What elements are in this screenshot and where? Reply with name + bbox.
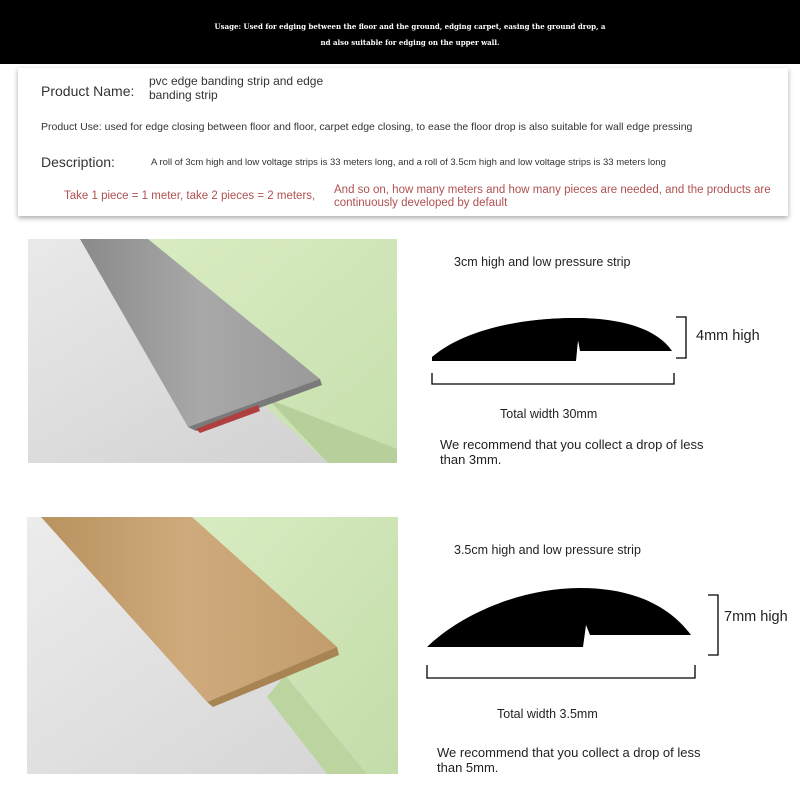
profile-1-height: 4mm high: [696, 328, 760, 344]
profile-diagram-1: [420, 245, 790, 475]
gray-strip-photo: [28, 239, 397, 463]
profile-2-shape: [420, 575, 800, 735]
tan-strip-photo: [27, 517, 398, 774]
profile-diagram-2: [420, 535, 800, 785]
product-name-value: pvc edge banding strip and edge banding strip: [149, 74, 324, 102]
usage-line-2: nd also suitable for edging on the upper wall.: [320, 38, 500, 47]
product-name-label: Product Name:: [41, 83, 135, 99]
usage-banner: [0, 0, 800, 64]
product-use-text: Product Use: used for edge closing between floor and floor, carpet edge closing, to ease the floor drop is also suitable for wall edge pressing: [41, 121, 693, 133]
profile-2-width: Total width 3.5mm: [497, 707, 598, 721]
usage-line-1: Usage: Used for edging between the floor and the ground, edging carpet, easing the ground drop, a: [214, 22, 606, 31]
profile-1-title: 3cm high and low pressure strip: [454, 255, 631, 269]
profile-2-recommend: We recommend that you collect a drop of less than 5mm.: [437, 745, 701, 775]
profile-1-shape: [420, 295, 790, 445]
profile-2-title: 3.5cm high and low pressure strip: [454, 543, 641, 557]
description-label: Description:: [41, 154, 115, 170]
gray-strip-illustration: [28, 239, 397, 463]
description-value: A roll of 3cm high and low voltage strips is 33 meters long, and a roll of 3.5cm high and low voltage strips is 33 meters long: [151, 157, 666, 168]
tan-strip-illustration: [27, 517, 398, 774]
profile-2-height: 7mm high: [724, 609, 788, 625]
take-pieces-note: Take 1 piece = 1 meter, take 2 pieces = 2 meters,: [64, 190, 316, 202]
profile-1-recommend: We recommend that you collect a drop of less than 3mm.: [440, 437, 704, 467]
product-info-card: [18, 68, 788, 216]
continue-note: And so on, how many meters and how many pieces are needed, and the products are continuously developed by default: [334, 184, 771, 209]
profile-1-width: Total width 30mm: [500, 407, 598, 421]
